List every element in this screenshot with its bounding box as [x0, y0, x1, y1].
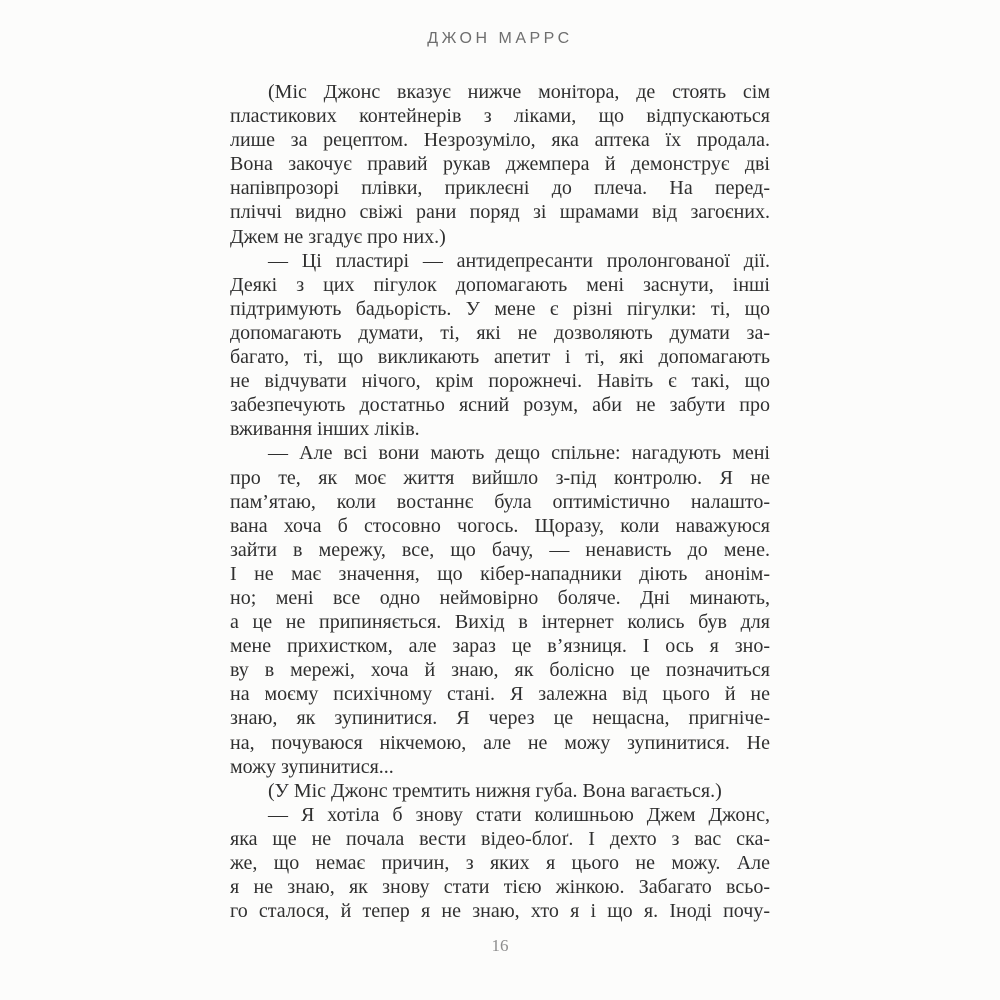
paragraph [230, 249, 770, 442]
running-header: ДЖОН МАРРС [427, 30, 573, 47]
text-line: ву в мережі, хоча й знаю, як болісно це позначиться [230, 659, 770, 682]
paragraph [230, 803, 770, 923]
text-line: підтримують бадьорість. У мене є різні пігулки: ті, що [230, 297, 770, 320]
text-line: на, почуваюся нікчемою, але не можу зупинитися. Не [230, 731, 770, 754]
text-line: пліччі видно свіжі рани поряд зі шрамами від загоєних. [230, 201, 770, 224]
text-line: яка ще не почала вести відео-блоґ. І дехто з вас ска- [230, 827, 770, 850]
text-line: напівпрозорі плівки, приклеєні до плеча. На перед- [230, 177, 770, 200]
text-line: про те, як моє життя вийшло з-під контролю. Я не [230, 466, 770, 489]
text-line: допомагають думати, ті, які не дозволяють думати за- [230, 321, 770, 344]
text-line: го сталося, й тепер я не знаю, хто я і що я. Іноді почу- [230, 900, 770, 923]
paragraph [230, 441, 770, 778]
text-line: же, що немає причин, з яких я цього не можу. Але [230, 852, 770, 874]
text-line: но; мені все одно неймовірно боляче. Дні минають, [230, 586, 770, 609]
text-line: — Але всі вони мають дещо спільне: нагадують мені [268, 442, 770, 465]
text-line: пластикових контейнерів з ліками, що відпускаються [230, 105, 770, 128]
text-line: Джем не згадує про них.) [230, 225, 446, 248]
text-line: вживання інших ліків. [230, 418, 420, 441]
text-line: (У Міс Джонс тремтить нижня губа. Вона вагається.) [268, 779, 722, 802]
text-line: я не знаю, як знову стати тією жінкою. Забагато всьо- [230, 876, 770, 899]
paragraph [230, 80, 770, 249]
text-line: вана хоча б стосовно чогось. Щоразу, коли наважуюся [230, 514, 770, 537]
text-line: на моєму психічному стані. Я залежна від цього й не [230, 683, 770, 706]
text-block [230, 80, 770, 923]
text-line: зайти в мережу, все, що бачу, — ненависть до мене. [230, 538, 770, 561]
text-line: забезпечують достатньо ясний розум, аби не забути про [230, 394, 770, 417]
text-line: не відчувати нічого, крім порожнечі. Навіть є такі, що [230, 370, 770, 393]
text-line: знаю, як зупинитися. Я через це нещасна, пригніче- [230, 707, 770, 730]
page-number: 16 [491, 936, 509, 955]
paragraph [230, 779, 770, 803]
text-line: (Міс Джонс вказує нижче монітора, де стоять сім [268, 81, 770, 103]
text-line: Вона закочує правий рукав джемпера й демонструє дві [230, 153, 770, 176]
text-line: а це не припиняється. Вихід в інтернет колись був для [230, 611, 770, 634]
text-line: мене прихистком, але зараз це в’язниця. І ось я зно- [230, 635, 770, 658]
text-line: — Я хотіла б знову стати колишньою Джем Джонс, [268, 803, 770, 826]
text-line: можу зупинитися... [230, 755, 394, 778]
text-line: Деякі з цих пігулок допомагають мені заснути, інші [230, 273, 770, 296]
text-line: лише за рецептом. Незрозуміло, яка аптека їх продала. [230, 129, 770, 152]
text-line: — Ці пластирі — антидепресанти пролонгованої дії. [268, 249, 770, 272]
text-line: пам’ятаю, коли востаннє була оптимістично налашто- [230, 490, 770, 513]
text-line: багато, ті, що викликають апетит і ті, які допомагають [230, 346, 770, 369]
text-line: І не має значення, що кібер-нападники діють анонім- [230, 562, 770, 585]
